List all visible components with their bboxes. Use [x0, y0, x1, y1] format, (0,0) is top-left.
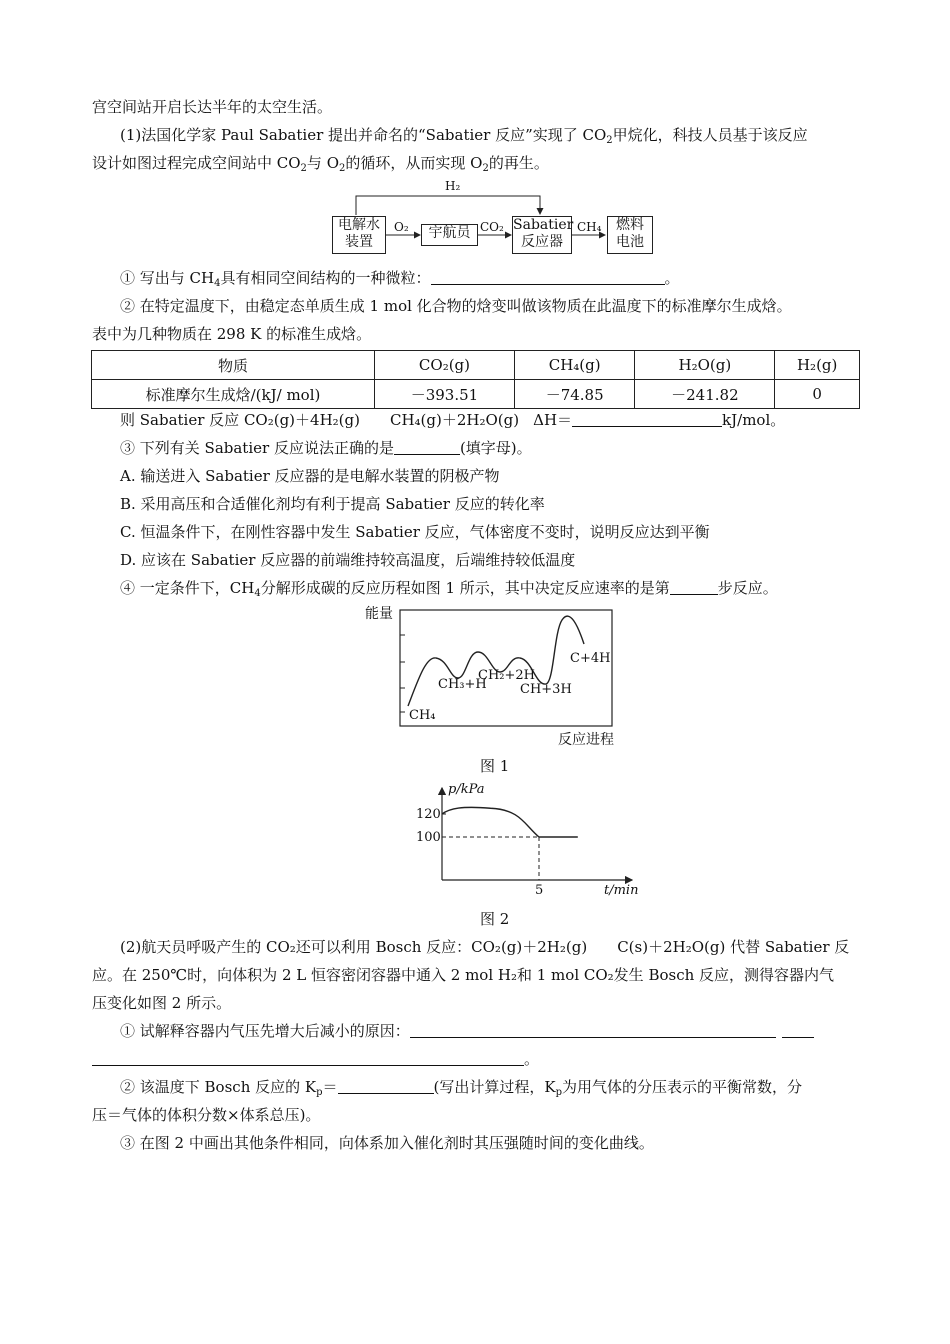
option-c: C. 恒温条件下，在刚性容器中发生 Sabatier 反应，气体密度不变时，说明反应达到平衡: [120, 523, 710, 541]
answer-blank[interactable]: [572, 412, 722, 427]
answer-blank[interactable]: [92, 1051, 524, 1066]
q2-stem-line3: 压变化如图 2 所示。: [92, 994, 232, 1012]
q1-part1: ① 写出与 $CH_4$具有相同空间结构的一种微粒： 。: [120, 269, 680, 289]
answer-blank[interactable]: [410, 1023, 776, 1038]
table-cell: －393.51: [375, 380, 515, 409]
q1-part2-equation: 则 Sabatier 反应 CO₂(g)＋4H₂(g) CH₄(g)＋2H₂O(g) ΔH＝ kJ/mol。: [120, 411, 786, 429]
q1-part4: ④ 一定条件下，$CH_4$分解形成碳的反应历程如图 1 所示，其中决定反应速率的是第 步反应。: [120, 579, 778, 599]
figure-2-pressure-chart: [400, 780, 640, 900]
flow-diagram: [330, 178, 660, 258]
astronaut-box: 宇航员: [421, 224, 478, 246]
q1-part2-line1: ② 在特定温度下，由稳定态单质生成 1 mol 化合物的焓变叫做该物质在此温度下的标准摩尔生成焓。: [120, 297, 792, 315]
answer-blank[interactable]: [338, 1079, 434, 1094]
table-cell: 0: [775, 380, 860, 409]
q1-stem-line2: 设计如图过程完成空间站中 $CO_2$与 $O_2$的循环，从而实现 $O_2$的再生。: [92, 154, 549, 174]
fig2-ytick-100: 100: [416, 830, 441, 845]
table-row: [92, 380, 860, 409]
fig2-ylabel: p/kPa: [448, 782, 485, 797]
figure-1-energy-profile: [360, 600, 620, 750]
option-b: B. 采用高压和合适催化剂均有利于提高 Sabatier 反应的转化率: [120, 495, 545, 513]
q2-part1: ① 试解释容器内气压先增大后减小的原因：: [120, 1021, 814, 1041]
table-row-label: 标准摩尔生成焓/(kJ/ mol): [92, 380, 375, 409]
electrolysis-box: 电解水 装置: [332, 216, 386, 254]
q1-part2-line2: 表中为几种物质在 298 K 的标准生成焓。: [92, 325, 372, 343]
intro-line: 宫空间站开启长达半年的太空生活。: [92, 98, 333, 116]
fig2-xtick-5: 5: [535, 883, 544, 898]
table-row: [92, 351, 860, 380]
answer-blank[interactable]: [394, 440, 460, 455]
fig2-caption: 图 2: [480, 910, 510, 928]
q1-stem-line1: (1)法国化学家 Paul Sabatier 提出并命名的“Sabatier 反应”实现了 $CO_2$甲烷化，科技人员基于该反应: [120, 126, 808, 146]
fig1-ylabel: 能量: [365, 606, 393, 622]
q2-part3: ③ 在图 2 中画出其他条件相同，向体系加入催化剂时其压强随时间的变化曲线。: [120, 1134, 654, 1152]
q2-part2-line2: 压＝气体的体积分数×体系总压)。: [92, 1106, 321, 1124]
table-cell: CH₄(g): [514, 351, 634, 380]
table-cell: －241.82: [635, 380, 775, 409]
fig1-label-ch4: CH₄: [409, 708, 436, 723]
table-cell: H₂O(g): [635, 351, 775, 380]
q2-stem-line2: 应。在 250℃时，向体积为 2 L 恒容密闭容器中通入 2 mol H₂和 1 mol CO₂发生 Bosch 反应，测得容器内气: [92, 966, 835, 984]
q2-stem-line1: (2)航天员呼吸产生的 CO₂还可以利用 Bosch 反应：CO₂(g)＋2H₂(g) C(s)＋2H₂O(g) 代替 Sabatier 反: [120, 938, 850, 956]
fig1-label-c: C+4H: [570, 651, 611, 666]
answer-blank[interactable]: [782, 1023, 814, 1038]
table-cell: －74.85: [514, 380, 634, 409]
option-d: D. 应该在 Sabatier 反应器的前端维持较高温度，后端维持较低温度: [120, 551, 576, 569]
enthalpy-table: [91, 350, 860, 409]
fig1-label-ch: CH+3H: [520, 682, 572, 697]
fig2-ytick-120: 120: [416, 807, 441, 822]
fuel-cell-box: 燃料 电池: [607, 216, 653, 254]
option-a: A. 输送进入 Sabatier 反应器的是电解水装置的阴极产物: [120, 467, 500, 485]
fig1-caption: 图 1: [480, 757, 510, 775]
flow-h2-label: H₂: [445, 179, 461, 193]
flow-co2-label: CO₂: [480, 220, 504, 234]
sabatier-reactor-box: Sabatier 反应器: [512, 216, 572, 254]
fig1-xlabel: 反应进程: [558, 732, 614, 748]
q2-part1-cont: 。: [92, 1049, 539, 1069]
answer-blank[interactable]: [670, 580, 718, 595]
fig2-xlabel: t/min: [604, 883, 639, 898]
fig1-label-ch3: CH₃+H: [438, 677, 487, 692]
pressure-series-line: [442, 807, 578, 837]
fig1-label-ch2: CH₂+2H: [478, 668, 535, 683]
table-cell: H₂(g): [775, 351, 860, 380]
answer-blank[interactable]: [431, 270, 665, 285]
flow-ch4-label: CH₄: [577, 220, 602, 234]
table-cell: CO₂(g): [375, 351, 515, 380]
table-header-cell: 物质: [92, 351, 375, 380]
q2-part2: ② 该温度下 Bosch 反应的 $K_p=$ (写出计算过程，$K_p$为用气体的分压表示的平衡常数，分: [120, 1078, 802, 1098]
q1-part3-stem: ③ 下列有关 Sabatier 反应说法正确的是 (填字母)。: [120, 439, 532, 457]
flow-o2-label: O₂: [394, 220, 409, 234]
